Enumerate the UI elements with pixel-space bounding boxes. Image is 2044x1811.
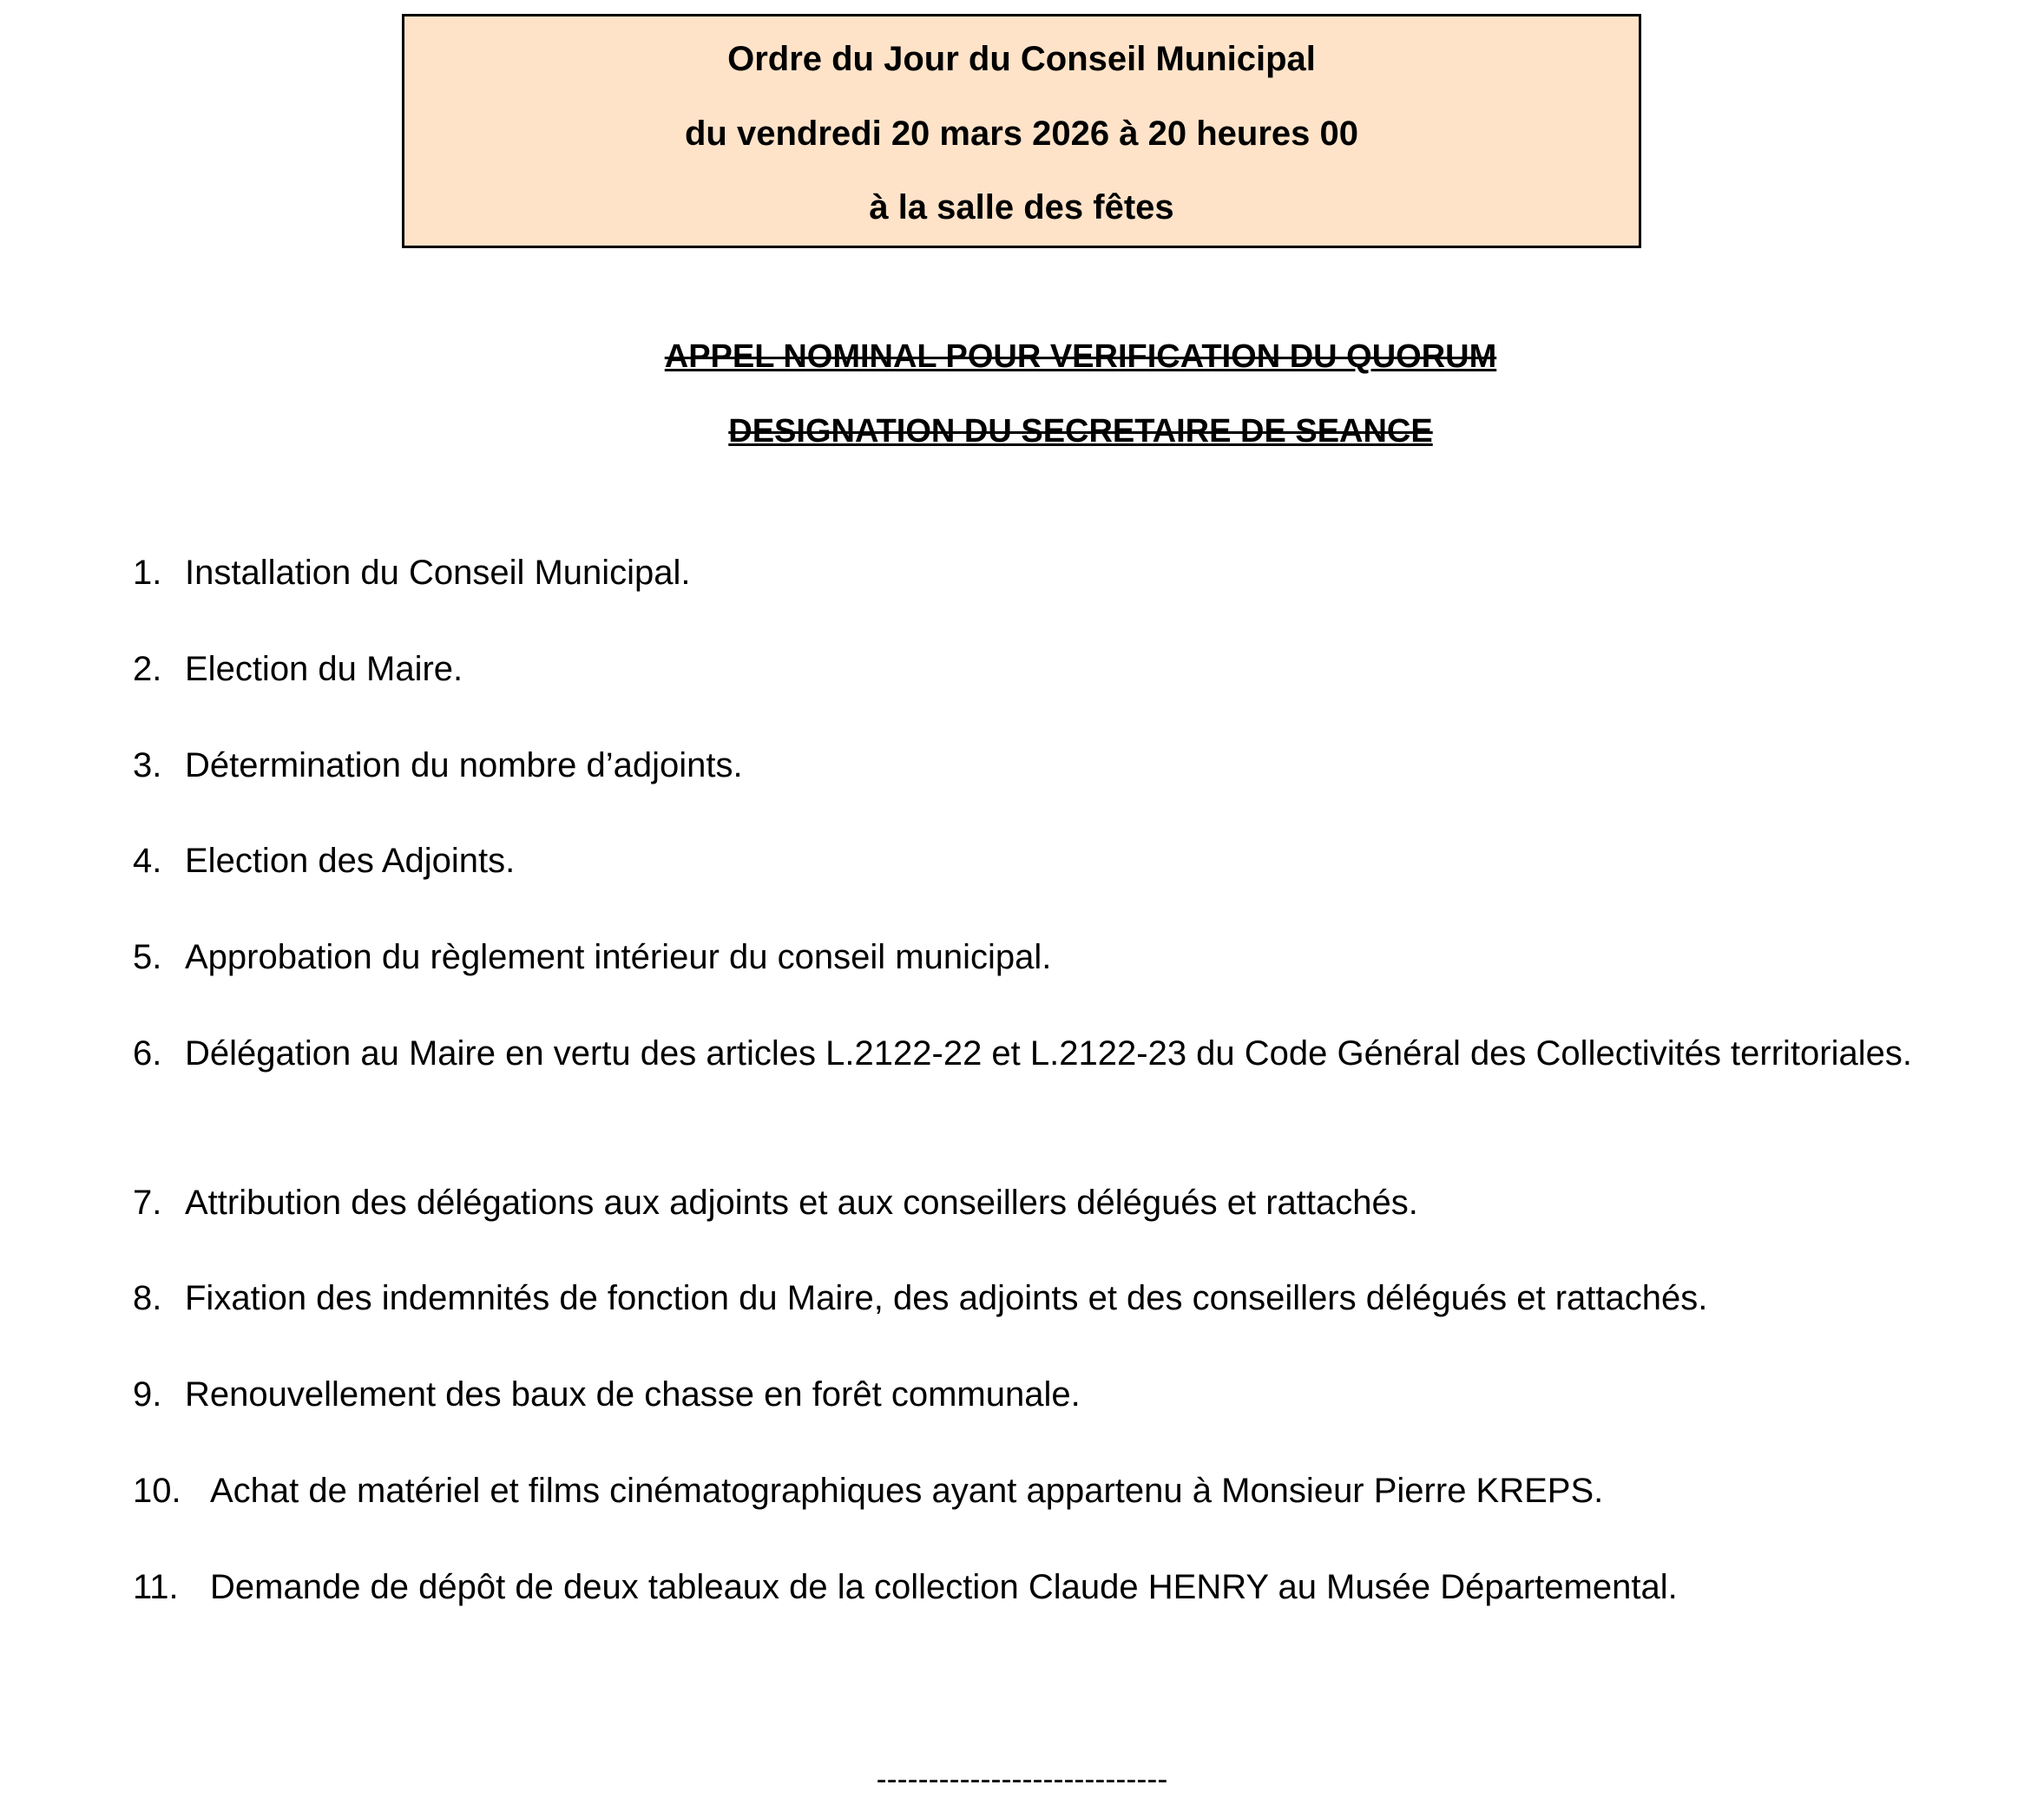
agenda-item-text: Délégation au Maire en vertu des articles L.2122-22 et L.2122-23 du Code Général des Collectivités territoriales.: [185, 1034, 1912, 1073]
agenda-item-text: Election des Adjoints.: [185, 842, 516, 880]
agenda-item-text: Installation du Conseil Municipal.: [185, 554, 691, 592]
agenda-item-text: Election du Maire.: [185, 650, 463, 688]
agenda-item-text: Demande de dépôt de deux tableaux de la collection Claude HENRY au Musée Départemental.: [210, 1568, 1678, 1606]
agenda-item-text: Détermination du nombre d’adjoints.: [185, 746, 743, 784]
agenda-item-text: Approbation du règlement intérieur du conseil municipal.: [185, 938, 1052, 976]
agenda-item-number: 11.: [133, 1568, 179, 1606]
struck-heading-quorum: APPEL NOMINAL POUR VERIFICATION DU QUORUM: [664, 338, 1497, 375]
agenda-item-number: 10.: [133, 1472, 181, 1510]
agenda-item-number: 2.: [133, 650, 162, 688]
footer-separator: ----------------------------: [876, 1761, 1168, 1796]
agenda-item-text: Attribution des délégations aux adjoints et aux conseillers délégués et rattachés.: [185, 1184, 1418, 1222]
agenda-item-number: 8.: [133, 1279, 162, 1317]
struck-heading-secretary: DESIGNATION DU SECRETAIRE DE SEANCE: [728, 413, 1433, 449]
title-line-2: du vendredi 20 mars 2026 à 20 heures 00: [685, 115, 1358, 153]
agenda-item-number: 4.: [133, 842, 162, 880]
agenda-item-number: 7.: [133, 1184, 162, 1222]
title-line-3: à la salle des fêtes: [869, 188, 1174, 226]
agenda-item-number: 3.: [133, 746, 162, 784]
agenda-item-number: 1.: [133, 554, 162, 592]
agenda-item-number: 5.: [133, 938, 162, 976]
agenda-item-text: Renouvellement des baux de chasse en forêt communale.: [185, 1375, 1081, 1414]
agenda-item-text: Achat de matériel et films cinématographiques ayant appartenu à Monsieur Pierre KREPS.: [210, 1472, 1604, 1510]
agenda-item-text: Fixation des indemnités de fonction du Maire, des adjoints et des conseillers délégués et rattachés.: [185, 1279, 1708, 1317]
agenda-item-number: 6.: [133, 1034, 162, 1073]
title-line-1: Ordre du Jour du Conseil Municipal: [727, 40, 1316, 78]
agenda-item-number: 9.: [133, 1375, 162, 1414]
